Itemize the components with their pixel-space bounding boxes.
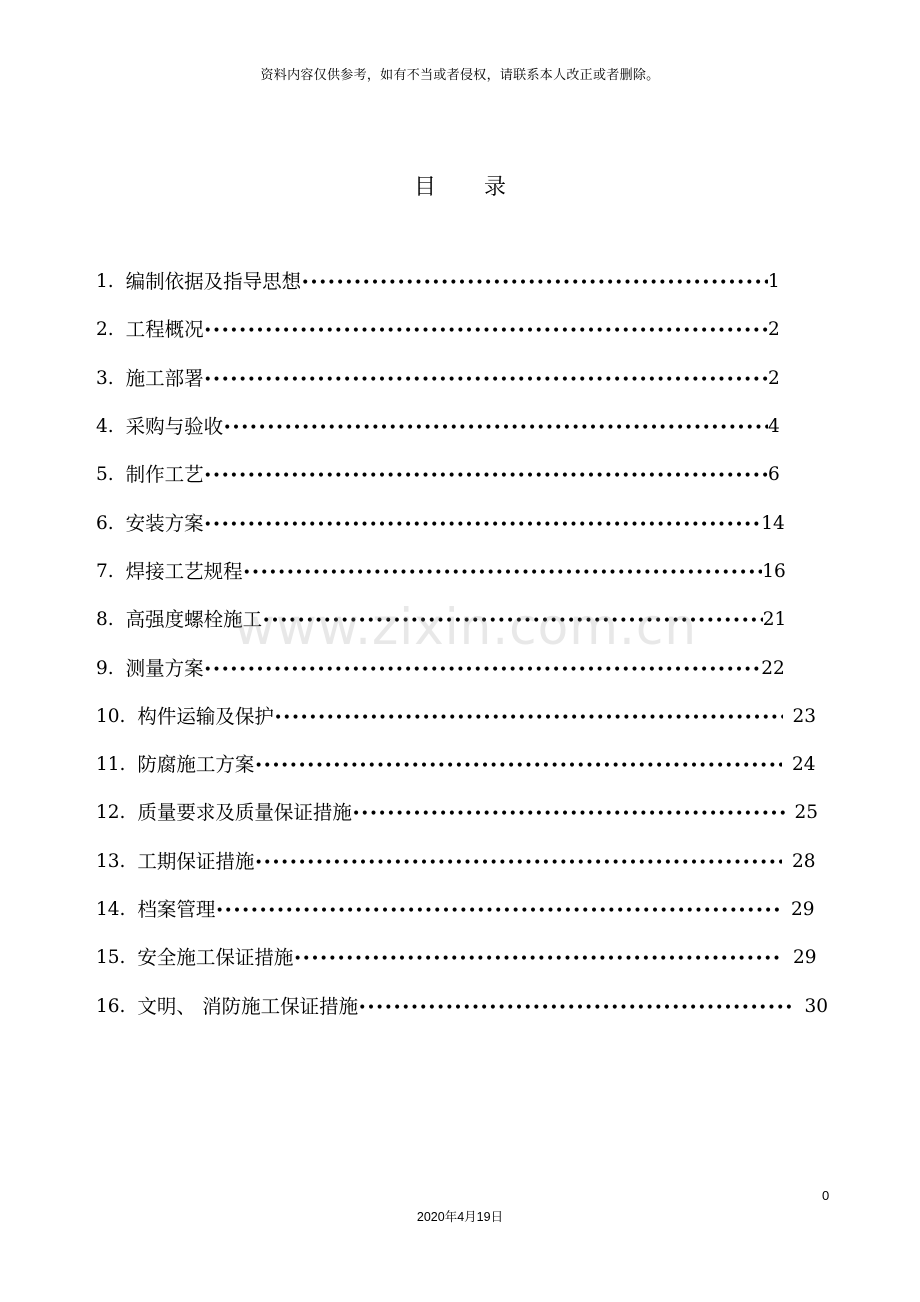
toc-dot-leader xyxy=(204,356,768,402)
toc-entry-number: 11. xyxy=(96,754,126,776)
toc-entry[interactable] xyxy=(96,355,780,403)
toc-entry[interactable] xyxy=(96,838,816,886)
toc-entry-number: 15. xyxy=(96,947,126,969)
toc-entry[interactable] xyxy=(96,789,819,837)
toc-title xyxy=(0,170,920,201)
toc-dot-leader xyxy=(352,790,785,836)
toc-entry[interactable] xyxy=(96,451,780,499)
toc-entry-label: 文明、 消防施工保证措施 xyxy=(137,994,359,1018)
toc-entry[interactable] xyxy=(96,982,828,1030)
toc-entry[interactable] xyxy=(96,934,817,982)
toc-dot-leader xyxy=(204,307,768,353)
toc-entry-label: 编制依据及指导思想 xyxy=(125,270,302,294)
header-disclaimer: 资料内容仅供参考，如有不当或者侵权，请联系本人改正或者删除。 xyxy=(260,68,660,83)
toc-entry-label: 焊接工艺规程 xyxy=(125,559,243,583)
toc-entry[interactable] xyxy=(96,644,785,692)
toc-dot-leader xyxy=(204,501,762,547)
toc-entry-page: 16 xyxy=(762,560,786,582)
toc-entry-label: 安全施工保证措施 xyxy=(137,946,294,970)
toc-entry-label: 施工部署 xyxy=(125,366,204,390)
toc-entry-label: 档案管理 xyxy=(137,898,216,921)
toc-entry-number: 9. xyxy=(96,657,114,679)
toc-dot-leader xyxy=(293,935,783,981)
toc-entry-number: 7. xyxy=(96,560,114,582)
toc-entry-label: 采购与验收 xyxy=(125,415,224,439)
toc-entry-label: 安装方案 xyxy=(125,511,204,535)
toc-entry-number: 2. xyxy=(96,319,114,341)
toc-entry[interactable] xyxy=(96,403,780,451)
toc-entry-page: 2 xyxy=(768,319,780,341)
toc-entry-page: 28 xyxy=(792,850,816,872)
toc-entry-label: 测量方案 xyxy=(125,656,204,680)
toc-dot-leader xyxy=(274,694,783,740)
toc-entry-label: 质量要求及质量保证措施 xyxy=(137,801,352,825)
toc-entry[interactable] xyxy=(96,693,817,741)
toc-entry[interactable] xyxy=(96,596,787,644)
toc-dot-leader xyxy=(254,839,782,885)
toc-entry-page: 22 xyxy=(761,657,785,679)
toc-entry-number: 16. xyxy=(96,995,126,1017)
toc-dot-leader xyxy=(254,742,782,788)
toc-entry-number: 5. xyxy=(96,464,114,486)
toc-entry-number: 1. xyxy=(96,271,114,293)
toc-entry-number: 3. xyxy=(96,367,114,389)
watermark: www.zixin.com.cn xyxy=(234,598,698,656)
toc-dot-leader xyxy=(262,597,763,643)
toc-entry-label: 防腐施工方案 xyxy=(137,753,255,777)
toc-dot-leader xyxy=(358,984,794,1030)
toc-entry-number: 6. xyxy=(96,512,114,534)
toc-entry-page: 21 xyxy=(762,609,787,631)
toc-entry-label: 工期保证措施 xyxy=(137,849,255,873)
toc-entry-page: 24 xyxy=(792,754,816,776)
toc-entry[interactable] xyxy=(96,741,816,789)
toc-entry[interactable] xyxy=(96,499,785,547)
toc-dot-leader xyxy=(301,259,768,305)
toc-entry-page: 1 xyxy=(768,271,780,293)
toc-entry-page: 23 xyxy=(792,705,817,727)
toc-dot-leader xyxy=(204,452,768,498)
toc-entry-label: 工程概况 xyxy=(125,318,204,342)
toc-entry-number: 12. xyxy=(96,802,126,824)
toc-dot-leader xyxy=(243,549,763,595)
toc-entry-label: 高强度螺栓施工 xyxy=(125,608,263,632)
toc-entry-page: 4 xyxy=(768,416,780,438)
toc-dot-leader xyxy=(223,404,768,450)
toc-title-char: 录 xyxy=(484,175,507,200)
toc-entry-page: 14 xyxy=(761,512,785,534)
toc-title-char: 目 xyxy=(413,175,436,200)
toc-entry[interactable] xyxy=(96,548,786,596)
toc-dot-leader xyxy=(204,646,762,692)
toc-entry-number: 8. xyxy=(96,609,114,631)
toc-entry-page: 29 xyxy=(791,899,815,920)
toc-entry-page: 29 xyxy=(793,947,817,969)
footer-date: 2020年4月19日 xyxy=(416,1210,504,1224)
toc-entry-number: 14. xyxy=(96,899,126,920)
toc-entry-label: 制作工艺 xyxy=(125,463,204,487)
page-number: 0 xyxy=(822,1188,830,1203)
toc-entry-page: 30 xyxy=(804,995,828,1017)
toc-entry[interactable] xyxy=(96,886,815,934)
toc-entry[interactable] xyxy=(96,258,780,306)
toc-entry-page: 6 xyxy=(768,464,780,486)
toc-entry-number: 10. xyxy=(96,705,126,727)
toc-entry[interactable] xyxy=(96,306,780,354)
toc-dot-leader xyxy=(215,887,781,933)
toc-entry-number: 4. xyxy=(96,416,114,438)
toc-entry-page: 2 xyxy=(768,367,780,389)
toc-entry-label: 构件运输及保护 xyxy=(137,704,274,728)
toc-entry-page: 25 xyxy=(794,802,819,824)
toc-list xyxy=(96,258,828,1031)
toc-entry-number: 13. xyxy=(96,850,126,872)
